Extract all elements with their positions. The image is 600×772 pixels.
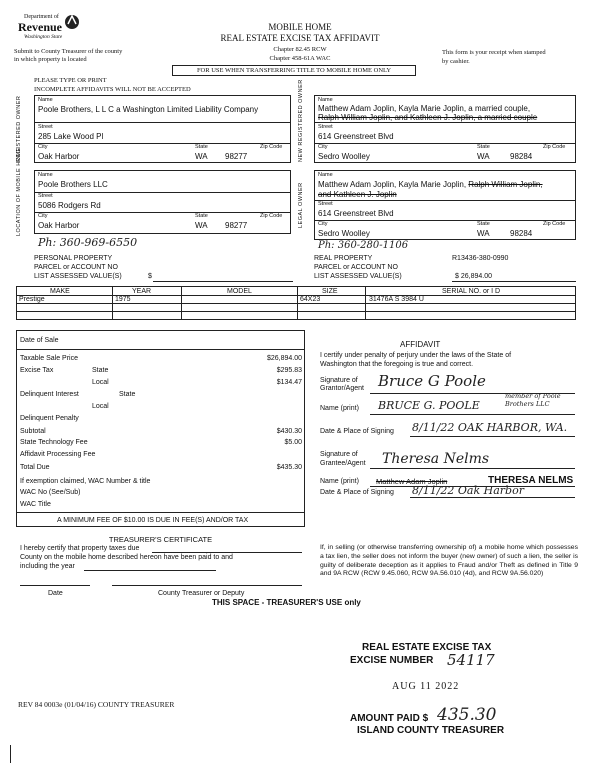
treasurer-title: TREASURER'S CERTIFICATE [108,535,213,544]
loc-zip-label: Zip Code [260,213,283,219]
treasurer-text1: I hereby certify that property taxes due [20,545,140,552]
no-street: 614 Greenstreet Blvd [318,132,394,141]
form-title1: MOBILE HOME [268,22,332,32]
lo-state-label: State [477,221,490,227]
submit-line1: Submit to County Treasurer of the county [14,48,123,55]
grantor-date-label: Date & Place of Signing [320,428,394,435]
no-street-label: Street [318,124,333,130]
vehicle-header-model: MODEL [227,288,252,295]
no-name-line2: Ralph William Joplin, and Kathleen J. Joplin, a married couple [318,113,538,122]
print-note1: PLEASE TYPE OR PRINT [34,77,107,84]
real-property-parcel: R13436-380-0990 [452,255,509,262]
vehicle-size: 64X23 [300,296,321,303]
lo-street: 614 Greenstreet Blvd [318,209,394,218]
submit-line2: in which property is located [14,56,87,63]
grantor-sig-label1: Signature of [320,377,358,384]
vehicle-make: Prestige [19,296,45,303]
affidavit-text1: I certify under penalty of perjury under the laws of the State of [320,352,512,359]
print-note2: INCOMPLETE AFFIDAVITS WILL NOT BE ACCEPTED [34,86,191,93]
minimum-fee-note: A MINIMUM FEE OF $10.00 IS DUE IN FEE(S) AND/OR TAX [57,517,249,524]
personal-property-value: $ [148,273,152,280]
lo-zip-label: Zip Code [543,221,566,227]
vehicle-header-year: YEAR [132,288,152,295]
wac-title-label: WAC Title [20,501,51,508]
dor-emblem-icon [64,12,80,32]
grantee-name-label: Name (print) [320,478,359,485]
loc-zip: 98277 [225,221,248,230]
receipt-note1: This form is your receipt when stamped [442,49,546,56]
vehicle-serial: 31476A S 3984 U [369,296,424,303]
grantor-sig-label2: Grantor/Agent [320,385,364,392]
subtotal-value: $430.30 [276,428,302,435]
treasurer-use-only: THIS SPACE - TREASURER'S USE only [212,598,361,607]
loc-name-label: Name [38,172,53,178]
loc-street: 5086 Rodgers Rd [38,201,101,210]
no-name-label: Name [318,97,333,103]
ro-state: WA [195,152,208,161]
agency-line3: Washington State [24,34,63,40]
affidavit-text2: Washington that the foregoing is true and correct. [320,361,474,368]
stamp-treasurer: ISLAND COUNTY TREASURER [357,725,505,736]
lo-zip: 98284 [510,229,533,238]
form-footer: REV 84 0003e (01/04/16) COUNTY TREASURER [18,700,175,709]
no-city-label: City [318,144,328,150]
taxable-sale-price-label: Taxable Sale Price [20,355,78,362]
delinquent-penalty-label: Delinquent Penalty [20,415,79,422]
loc-state: WA [195,221,208,230]
wac-no-label: WAC No (See/Sub) [20,489,81,496]
affidavit-title: AFFIDAVIT [400,340,441,349]
ro-street-label: Street [38,124,53,130]
ro-city: Oak Harbor [38,152,80,161]
vehicle-year: 1975 [115,296,131,303]
tax-lien-warning: If, in selling (or otherwise transferring ownership of) a mobile home which possesses a tax lien, the seller does not inform the buyer (new owner) of such a lien, the seller is guilty of deliberate deception as it applies to Fraud and/or Theft as defined in Title 9 and 9A RCW (RCW 9.45.060, RCW 9A.56.010 (4d), and RCW 9A.56.020) [320,544,578,578]
date-of-sale-label: Date of Sale [20,337,59,344]
lo-state: WA [477,229,490,238]
ro-name: Poole Brothers, L L C a Washington Limited Liability Company [38,105,259,114]
tax-box [16,330,305,527]
grantor-date-place: 8/11/22 OAK HARBOR, WA. [412,421,568,434]
registered-owner-side-label: REGISTERED OWNER [16,95,22,162]
treasurer-text2: County on the mobile home described hereon have been paid to and [20,554,233,561]
no-state: WA [477,152,490,161]
no-state-label: State [477,144,490,150]
stamp-amount: 435.30 [437,705,497,725]
chapter2: Chapter 458-61A WAC [269,55,331,62]
new-owner-side-label: NEW REGISTERED OWNER [298,79,304,162]
treasurer-date-label: Date [48,590,63,597]
excise-tax-label: Excise Tax [20,367,54,374]
loc-city-label: City [38,213,48,219]
personal-property-label2: PARCEL or ACCOUNT NO [34,264,118,271]
lo-name-label: Name [318,172,333,178]
tech-fee-value: $5.00 [284,439,302,446]
no-zip: 98284 [510,152,533,161]
location-phone: Ph: 360-969-6550 [38,236,138,249]
lo-name-line1 [318,181,543,189]
treasurer-text3: including the year [20,563,75,570]
ro-name-label: Name [38,97,53,103]
ro-state-label: State [195,144,208,150]
ro-zip-label: Zip Code [260,144,283,150]
delinquent-interest-label: Delinquent Interest [20,391,79,398]
legal-owner-box [314,170,576,240]
stamp-date: AUG 11 2022 [392,681,460,692]
chapter1: Chapter 82.45 RCW [273,46,327,53]
form-title2: REAL ESTATE EXCISE TAX AFFIDAVIT [220,33,380,43]
excise-local-value: $134.47 [276,379,302,386]
real-property-label3: LIST ASSESSED VALUE(S) [314,273,402,280]
registered-owner-box [34,95,291,163]
stamp-excise-number: 54117 [447,651,495,669]
grantee-date-label: Date & Place of Signing [320,489,394,496]
grantee-sig-label1: Signature of [320,451,358,458]
lo-name-line2: and Kathleen J. Joplin [318,190,397,199]
ro-zip: 98277 [225,152,248,161]
loc-city: Oak Harbor [38,221,80,230]
loc-name: Poole Brothers LLC [38,180,108,189]
grantee-name: THERESA NELMS [488,475,574,486]
dor-logo [14,12,94,52]
affidavit-fee-label: Affidavit Processing Fee [20,451,96,458]
legal-owner-side-label: LEGAL OWNER [298,182,304,228]
grantee-name-typed: Matthew Adam Joplin [376,477,448,486]
excise-state-value: $295.83 [276,367,302,374]
grantor-name: BRUCE G. POOLE [378,399,480,412]
vehicle-header-size: SIZE [322,288,338,295]
treasurer-deputy-label: County Treasurer or Deputy [158,590,245,597]
delinquent-local-label: Local [92,403,109,410]
loc-street-label: Street [38,193,53,199]
personal-property-label3: LIST ASSESSED VALUE(S) [34,273,122,280]
real-property-value: $ 26,894.00 [455,273,492,280]
no-name-line1: Matthew Adam Joplin, Kayla Marie Joplin, a married couple, [318,104,531,113]
real-property-label2: PARCEL or ACCOUNT NO [314,264,398,271]
transfer-banner-text: FOR USE WHEN TRANSFERRING TITLE TO MOBILE HOME ONLY [196,67,392,74]
legal-owner-phone: Ph: 360-280-1106 [318,240,409,251]
vehicle-header-make: MAKE [50,288,70,295]
lo-city: Sedro Woolley [318,229,370,238]
agency-line2: Revenue [18,20,62,34]
real-property-label1: REAL PROPERTY [314,255,373,262]
stamp-excise-label: EXCISE NUMBER [350,655,434,666]
lo-city-label: City [318,221,328,227]
grantor-member-note: member of Poole Brothers LLC [505,392,561,408]
grantee-sig-label2: Grantee/Agent [320,460,366,467]
location-side-label: LOCATION OF MOBILE HOME [16,147,22,236]
no-zip-label: Zip Code [543,144,566,150]
grantor-name-label: Name (print) [320,405,359,412]
ro-street: 285 Lake Wood Pl [38,132,104,141]
excise-state-label: State [92,367,109,374]
lo-name-part2: Ralph William Joplin, [468,180,543,189]
tech-fee-label: State Technology Fee [20,439,88,446]
stamp-line1: REAL ESTATE EXCISE TAX [362,642,492,653]
grantor-signature: Bruce G Poole [378,372,486,390]
scan-edge-mark [10,745,11,763]
loc-state-label: State [195,213,208,219]
total-due-value: $435.30 [276,464,302,471]
lo-street-label: Street [318,201,333,207]
excise-local-label: Local [92,379,109,386]
lo-name-part1: Matthew Adam Joplin, Kayla Marie Joplin, [318,180,469,189]
grantee-date-place: 8/11/22 Oak Harbor [412,484,524,497]
new-owner-box [314,95,576,163]
total-due-label: Total Due [20,464,50,471]
receipt-note2: by cashier. [442,58,470,65]
subtotal-label: Subtotal [20,428,46,435]
exemption-label: If exemption claimed, WAC Number & title [20,478,151,485]
personal-property-label1: PERSONAL PROPERTY [34,255,113,262]
ro-city-label: City [38,144,48,150]
delinquent-state-label: State [119,391,136,398]
agency-line1: Department of [24,14,59,20]
vehicle-table [16,286,576,320]
transfer-banner [172,65,416,76]
grantee-signature: Theresa Nelms [382,451,490,467]
location-box [34,170,291,234]
taxable-sale-price-value: $26,894.00 [266,355,302,362]
vehicle-header-serial: SERIAL NO. or I D [442,288,501,295]
no-city: Sedro Woolley [318,152,370,161]
stamp-amount-label: AMOUNT PAID $ [350,713,429,724]
